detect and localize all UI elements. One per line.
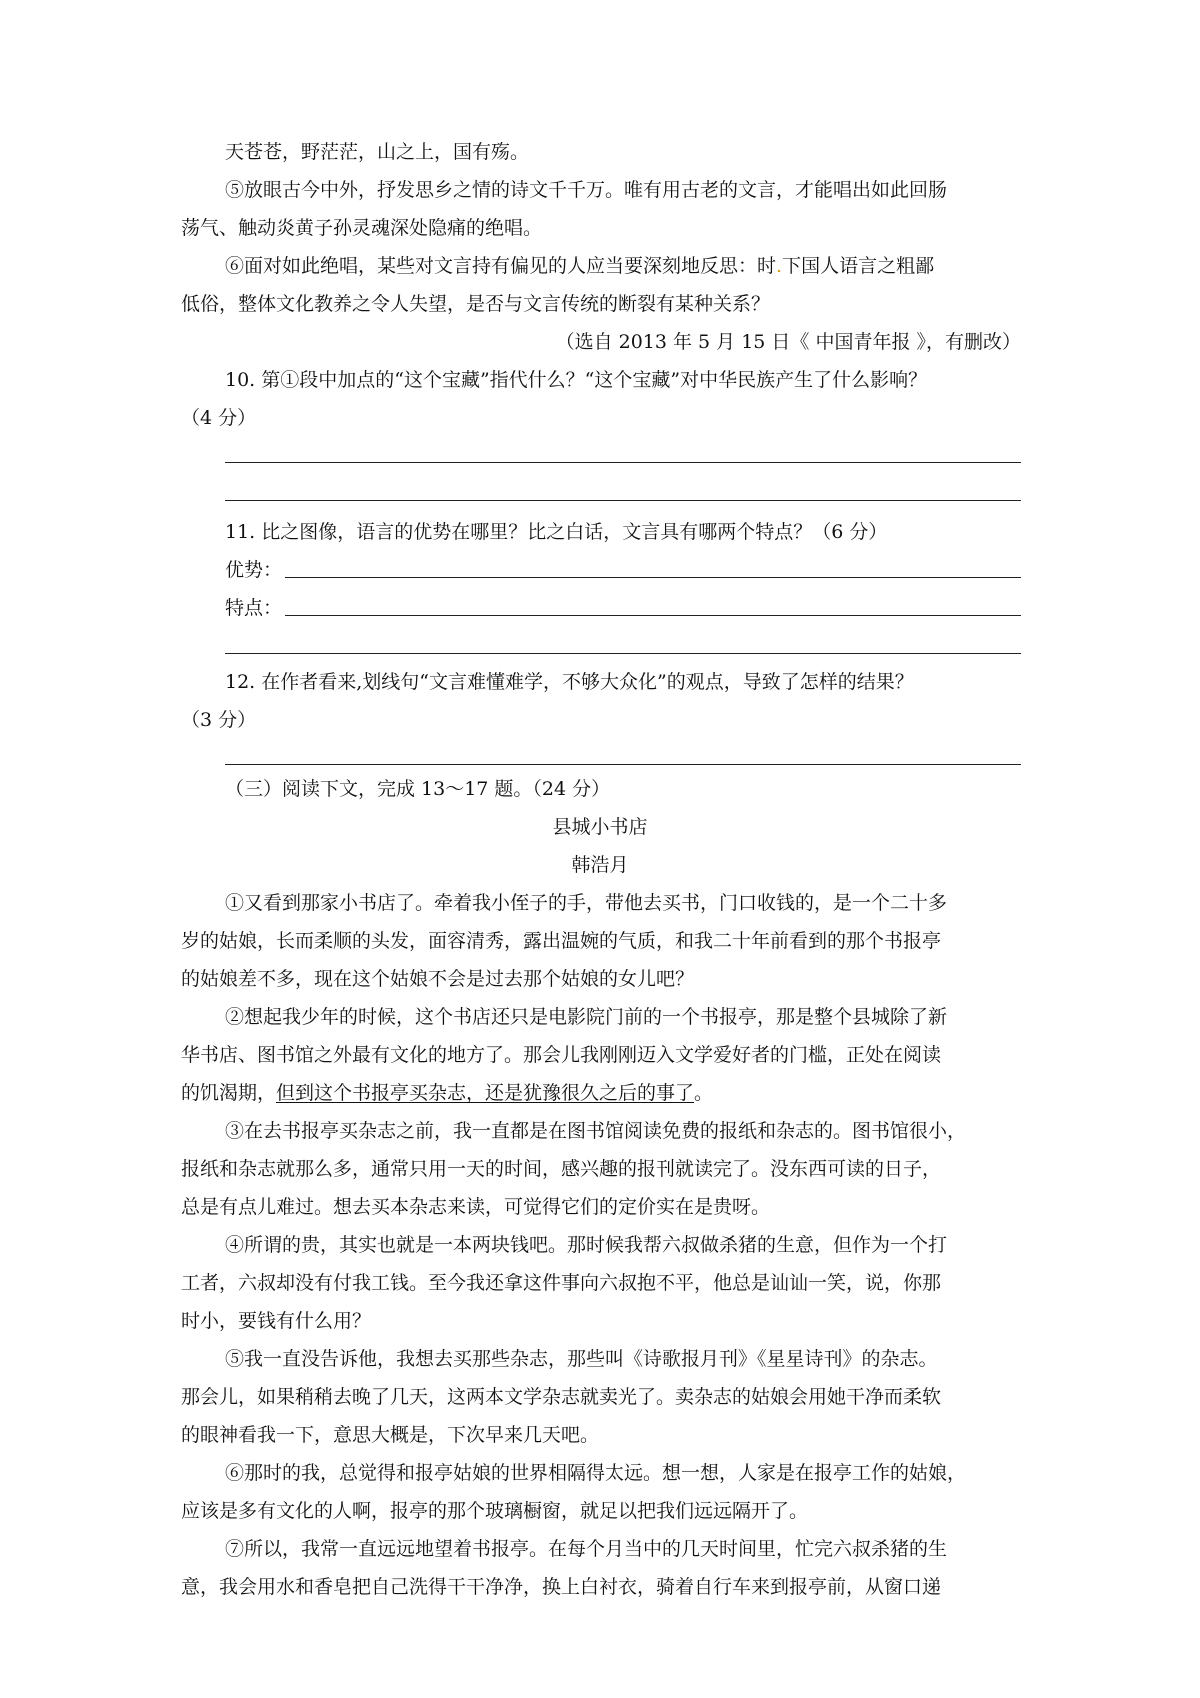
story-p1-line1: ①又看到那家小书店了。牵着我小侄子的手，带他去买书，门口收钱的，是一个二十多 — [225, 892, 948, 914]
story-p2-line1: ②想起我少年的时候，这个书店还只是电影院门前的一个书报亭，那是整个县城除了新 — [225, 1006, 948, 1028]
underlined-sentence: 但到这个书报亭买杂志，还是犹豫很久之后的事了 — [276, 1082, 695, 1104]
story-p7-line1: ⑦所以，我常一直远远地望着书报亭。在每个月当中的几天时间里，忙完六叔杀猪的生 — [225, 1538, 948, 1560]
answer-line-feature[interactable] — [285, 615, 1021, 616]
story-p1-line3: 的姑娘差不多，现在这个姑娘不会是过去那个姑娘的女儿吧？ — [181, 968, 695, 990]
story-p4-line2: 工者，六叔却没有付我工钱。至今我还拿这件事向六叔抱不平，他总是讪讪一笑，说，你那 — [181, 1272, 942, 1294]
question-11: 11. 比之图像，语言的优势在哪里？比之白话，文言具有哪两个特点？（6 分） — [225, 521, 888, 543]
story-p2-text-a: 的饥渴期， — [181, 1082, 277, 1104]
story-p5-line2: 那会儿，如果稍稍去晚了几天，这两本文学杂志就卖光了。卖杂志的姑娘会用她干净而柔软 — [181, 1386, 942, 1408]
story-author: 韩浩月 — [571, 854, 629, 876]
story-p6-line2: 应该是多有文化的人啊，报亭的那个玻璃橱窗，就足以把我们远远隔开了。 — [181, 1500, 809, 1522]
para6-line1 — [225, 252, 1021, 280]
story-p2-text-b: 。 — [694, 1082, 714, 1104]
story-p2-line2: 华书店、图书馆之外最有文化的地方了。那会儿我刚刚迈入文学爱好者的门槛，正处在阅读 — [181, 1044, 942, 1066]
story-p6-line1: ⑥那时的我，总觉得和报亭姑娘的世界相隔得太远。想一想，人家是在报亭工作的姑娘， — [225, 1462, 967, 1484]
question-12-score: （3 分） — [181, 709, 257, 731]
para5-line1: ⑤放眼古今中外，抒发思乡之情的诗文千千万。唯有用古老的文言，才能唱出如此回肠 — [225, 179, 948, 201]
story-p3-line2: 报纸和杂志就那么多，通常只用一天的时间，感兴趣的报刊就读完了。没东西可读的日子， — [181, 1158, 942, 1180]
story-p4-line1: ④所谓的贵，其实也就是一本两块钱吧。那时候我帮六叔做杀猪的生意，但作为一个打 — [225, 1234, 948, 1256]
answer-line-10b[interactable] — [225, 500, 1021, 501]
story-title: 县城小书店 — [552, 816, 648, 838]
para5-line2: 荡气、触动炎黄子孙灵魂深处隐痛的绝唱。 — [181, 217, 543, 239]
question-10: 10. 第①段中加点的“这个宝藏”指代什么？“这个宝藏”对中华民族产生了什么影响？ — [225, 369, 928, 391]
para6-text-a: ⑥面对如此绝唱，某些对文言持有偏见的人应当要深刻地反思：时 — [225, 255, 777, 277]
section-3-heading: （三）阅读下文，完成 13～17 题。（24 分） — [225, 778, 611, 800]
para6-line2: 低俗，整体文化教养之令人失望，是否与文言传统的断裂有某种关系？ — [181, 293, 771, 315]
emphasis-dot: . — [776, 255, 783, 277]
story-p4-line3: 时小，要钱有什么用？ — [181, 1310, 372, 1332]
answer-line-12[interactable] — [225, 764, 1021, 765]
feature-label: 特点： — [225, 597, 283, 619]
question-10-score: （4 分） — [181, 407, 257, 429]
story-p3-line1: ③在去书报亭买杂志之前，我一直都是在图书馆阅读免费的报纸和杂志的。图书馆很小， — [225, 1120, 967, 1142]
story-p2-line3 — [181, 1079, 1021, 1107]
story-p7-line2: 意，我会用水和香皂把自己洗得干干净净，换上白衬衣，骑着自行车来到报亭前，从窗口递 — [181, 1576, 942, 1598]
story-p5-line1: ⑤我一直没告诉他，我想去买那些杂志，那些叫《诗歌报月刊》《星星诗刊》的杂志。 — [225, 1348, 938, 1370]
source-citation: （选自 2013 年 5 月 15 日《 中国青年报 》，有删改） — [555, 331, 1021, 353]
advantage-label: 优势： — [225, 559, 283, 581]
story-p5-line3: 的眼神看我一下，意思大概是，下次早来几天吧。 — [181, 1424, 600, 1446]
poem-line: 天苍苍，野茫茫，山之上，国有殇。 — [225, 141, 530, 163]
answer-line-11c[interactable] — [225, 653, 1021, 654]
story-p3-line3: 总是有点儿难过。想去买本杂志来读，可觉得它们的定价实在是贵呀。 — [181, 1196, 771, 1218]
answer-line-10a[interactable] — [225, 462, 1021, 463]
answer-line-advantage[interactable] — [285, 577, 1021, 578]
question-12: 12. 在作者看来,划线句“文言难懂难学，不够大众化”的观点，导致了怎样的结果？ — [225, 671, 914, 693]
para6-text-b: 下国人语言之粗鄙 — [782, 255, 935, 277]
story-p1-line2: 岁的姑娘，长而柔顺的头发，面容清秀，露出温婉的气质，和我二十年前看到的那个书报亭 — [181, 930, 942, 952]
